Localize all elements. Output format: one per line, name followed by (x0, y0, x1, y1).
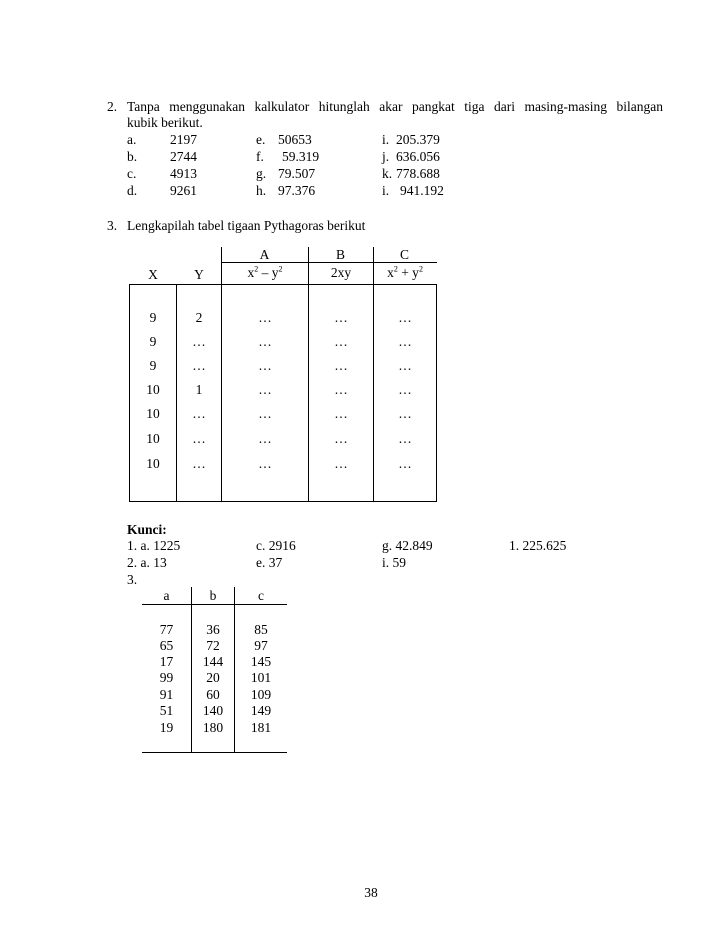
item-value: 941.192 (400, 183, 444, 198)
answer-item: i. 59 (382, 555, 407, 570)
cell-c: 101 (250, 670, 272, 685)
question-text-continued: kubik berikut. (127, 115, 203, 130)
cell-y: … (192, 406, 206, 421)
question-number: 2. (107, 99, 118, 114)
cell-y: … (192, 334, 206, 349)
item-label: f. (256, 149, 264, 164)
item-value: 2197 (170, 132, 197, 147)
item-value: 79.507 (278, 166, 316, 181)
answer-item: e. 37 (256, 555, 283, 570)
answer-item: g. 42.849 (382, 538, 433, 553)
cell-y: … (192, 431, 206, 446)
cell-c: … (398, 334, 412, 349)
cell-x: 10 (146, 431, 160, 446)
header-c: c (258, 588, 264, 603)
cell-c: … (398, 382, 412, 397)
item-label: b. (127, 149, 138, 164)
item-value: 50653 (278, 132, 312, 147)
cell-a: 77 (159, 622, 174, 637)
cell-c: … (398, 456, 412, 471)
cell-b: 72 (206, 638, 220, 653)
cell-x: 10 (146, 382, 160, 397)
cell-a: … (258, 334, 272, 349)
item-value: 778.688 (396, 166, 440, 181)
answer-item-3-label: 3. (127, 572, 138, 587)
cell-a: 65 (159, 638, 174, 653)
item-label: i. (382, 183, 390, 198)
answer-key-title: Kunci: (127, 522, 167, 537)
answer-item: 1. a. 1225 (127, 538, 181, 553)
cell-b: 140 (202, 703, 224, 718)
item-value: 59.319 (282, 149, 320, 164)
cell-b: … (334, 334, 348, 349)
item-label: j. (382, 149, 390, 164)
cell-x: 10 (146, 456, 160, 471)
cell-y: … (192, 456, 206, 471)
cell-a: … (258, 358, 272, 373)
cell-a: 17 (159, 654, 174, 669)
table-border-right (436, 284, 437, 502)
cell-b: … (334, 310, 348, 325)
cell-a: … (258, 310, 272, 325)
cell-a: 51 (159, 703, 174, 718)
cell-y: … (192, 358, 206, 373)
cell-b: 36 (206, 622, 220, 637)
cell-b: 20 (206, 670, 220, 685)
header-x2-plus-y2: $x^2 + y^2$ (387, 264, 423, 280)
header-b: b (209, 588, 217, 603)
answer-item: c. 2916 (256, 538, 296, 553)
item-value: 4913 (170, 166, 197, 181)
cell-b: … (334, 382, 348, 397)
item-label: i. (382, 132, 390, 147)
cell-a: … (258, 431, 272, 446)
cell-c: 109 (250, 687, 272, 702)
cell-c: 149 (250, 703, 272, 718)
cell-x: 10 (146, 406, 160, 421)
answer-item: 2. a. 13 (127, 555, 167, 570)
cell-x: 9 (149, 334, 157, 349)
cell-c: 181 (250, 720, 272, 735)
group-header-c: C (399, 247, 409, 262)
item-label: a. (127, 132, 137, 147)
cell-c: 97 (254, 638, 268, 653)
question-text: Lengkapilah tabel tigaan Pythagoras berikut (127, 218, 366, 233)
header-divider (142, 604, 287, 605)
item-label: c. (127, 166, 137, 181)
item-value: 636.056 (396, 149, 440, 164)
cell-c: … (398, 310, 412, 325)
item-label: g. (256, 166, 267, 181)
cell-y: 1 (195, 382, 203, 397)
group-header-b: B (335, 247, 345, 262)
cell-b: 144 (202, 654, 224, 669)
page-number: 38 (364, 885, 378, 900)
item-label: e. (256, 132, 266, 147)
cell-c: … (398, 358, 412, 373)
cell-c: … (398, 406, 412, 421)
group-header-a: A (259, 247, 270, 262)
header-2xy: 2xy (330, 265, 352, 280)
item-value: 97.376 (278, 183, 316, 198)
cell-a: 99 (159, 670, 174, 685)
header-x: X (148, 267, 158, 282)
header-x2-minus-y2: $x^2 - y^2$ (247, 264, 283, 280)
item-label: d. (127, 183, 138, 198)
cell-b: … (334, 456, 348, 471)
item-value: 2744 (170, 149, 197, 164)
cell-a: 19 (159, 720, 174, 735)
cell-c: … (398, 431, 412, 446)
cell-b: … (334, 406, 348, 421)
cell-a: … (258, 406, 272, 421)
cell-a: … (258, 456, 272, 471)
question-number: 3. (107, 218, 118, 233)
item-label: k. (382, 166, 393, 181)
item-value: 9261 (170, 183, 197, 198)
cell-x: 9 (149, 310, 157, 325)
cell-c: 145 (250, 654, 272, 669)
cell-c: 85 (254, 622, 268, 637)
cell-b: … (334, 358, 348, 373)
cell-a: … (258, 382, 272, 397)
cell-y: 2 (195, 310, 203, 325)
item-label: h. (256, 183, 267, 198)
cell-a: 91 (159, 687, 174, 702)
cell-x: 9 (149, 358, 157, 373)
cell-b: … (334, 431, 348, 446)
cell-b: 60 (206, 687, 220, 702)
header-a: a (163, 588, 170, 603)
header-y: Y (194, 267, 204, 282)
question-text: Tanpa menggunakan kalkulator hitunglah akar pangkat tiga dari masing-masing bilangan (127, 99, 663, 114)
cell-b: 180 (202, 720, 224, 735)
table-border-bottom (142, 752, 287, 753)
item-value: 205.379 (396, 132, 440, 147)
answer-item: 1. 225.625 (509, 538, 567, 553)
